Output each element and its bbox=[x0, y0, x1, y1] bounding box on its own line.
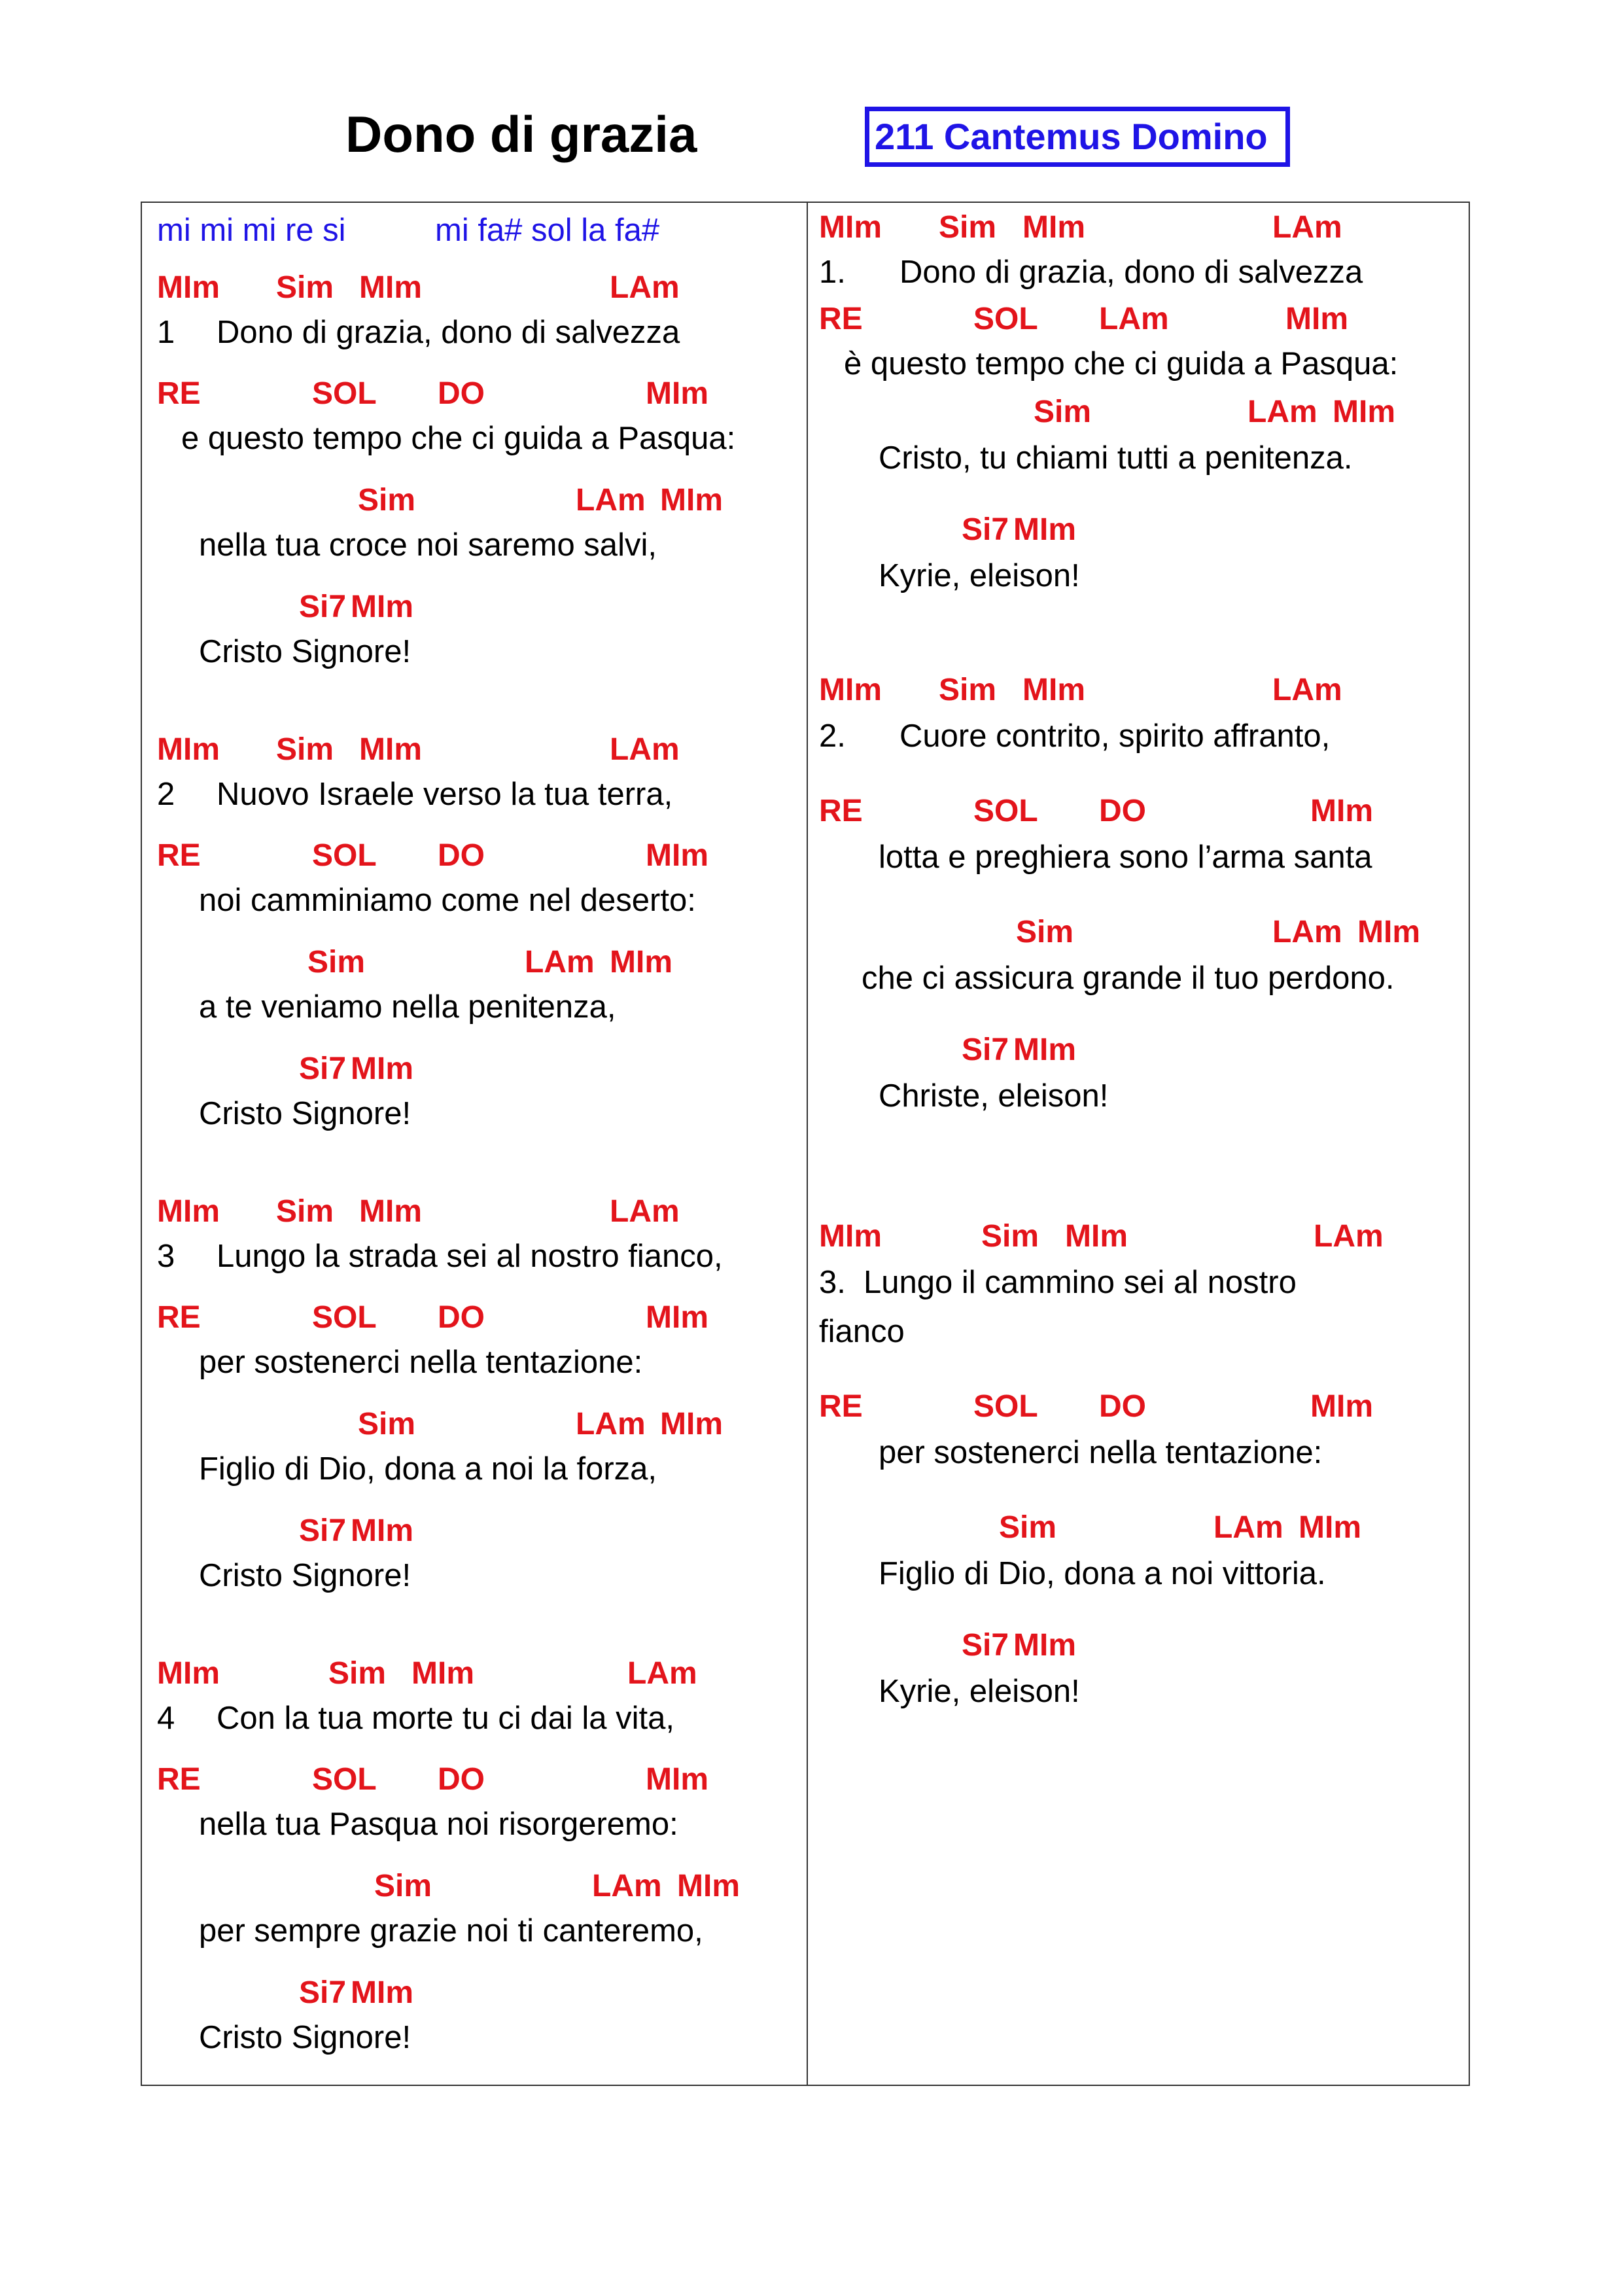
verse-number: 1. bbox=[819, 255, 846, 290]
chord: Si7 bbox=[962, 512, 1009, 547]
song-number-badge: 211 Cantemus Domino bbox=[865, 107, 1290, 167]
chord: MIm bbox=[1310, 794, 1373, 828]
chord: MIm bbox=[819, 210, 882, 245]
chord: Sim bbox=[276, 732, 334, 767]
chord: MIm bbox=[157, 732, 220, 767]
chord: DO bbox=[438, 1762, 485, 1797]
lyric-line: lotta e preghiera sono l’arma santa bbox=[879, 839, 1372, 875]
lyric-line: Cristo Signore! bbox=[199, 1558, 411, 1593]
lyric-line: Nuovo Israele verso la tua terra, bbox=[217, 777, 673, 812]
chord: Sim bbox=[374, 1869, 432, 1903]
chord: MIm bbox=[1310, 1389, 1373, 1424]
verse-number: 2. bbox=[819, 718, 846, 754]
verse-number: 4 bbox=[157, 1701, 175, 1736]
chord: LAm bbox=[576, 483, 646, 518]
chord: Sim bbox=[358, 1407, 416, 1441]
chord: MIm bbox=[351, 590, 413, 624]
chord: MIm bbox=[1022, 673, 1085, 707]
chord: Sim bbox=[358, 483, 416, 518]
verse-number: 1 bbox=[157, 315, 175, 350]
chord: MIm bbox=[646, 1300, 708, 1335]
chord: RE bbox=[157, 838, 201, 873]
lyric-line: Dono di grazia, dono di salvezza bbox=[217, 315, 680, 350]
chord: RE bbox=[157, 1300, 201, 1335]
lyric-line: noi camminiamo come nel deserto: bbox=[199, 883, 696, 918]
lyric-line: Dono di grazia, dono di salvezza bbox=[899, 255, 1363, 290]
chord: MIm bbox=[1357, 915, 1420, 949]
chord: SOL bbox=[312, 376, 377, 411]
page-title: Dono di grazia bbox=[345, 105, 697, 163]
chord: MIm bbox=[157, 1194, 220, 1229]
chord: LAm bbox=[1272, 673, 1342, 707]
chord: MIm bbox=[646, 838, 708, 873]
chord: DO bbox=[438, 376, 485, 411]
chord: SOL bbox=[973, 794, 1038, 828]
chord: LAm bbox=[592, 1869, 662, 1903]
chord: MIm bbox=[157, 270, 220, 305]
verse-number: 3 bbox=[157, 1239, 175, 1274]
chord: Si7 bbox=[299, 1513, 347, 1548]
chord: DO bbox=[438, 1300, 485, 1335]
chord: RE bbox=[157, 376, 201, 411]
lyric-line: Cristo Signore! bbox=[199, 634, 411, 669]
chord: SOL bbox=[312, 1300, 377, 1335]
lyric-line: Figlio di Dio, dona a noi vittoria. bbox=[879, 1556, 1326, 1591]
chord: MIm bbox=[359, 270, 422, 305]
lyric-line: nella tua Pasqua noi risorgeremo: bbox=[199, 1807, 678, 1842]
lyric-line: per sostenerci nella tentazione: bbox=[199, 1345, 643, 1380]
chord: DO bbox=[438, 838, 485, 873]
chord: MIm bbox=[359, 1194, 422, 1229]
chord: MIm bbox=[1013, 512, 1076, 547]
verse-number: 3. bbox=[819, 1265, 846, 1300]
chord: RE bbox=[819, 302, 863, 336]
chord: Sim bbox=[307, 945, 366, 980]
chord: LAm bbox=[1213, 1510, 1283, 1545]
chord: MIm bbox=[411, 1656, 474, 1691]
chord: Sim bbox=[981, 1219, 1039, 1254]
chord: LAm bbox=[576, 1407, 646, 1441]
lyric-line: Kyrie, eleison! bbox=[879, 558, 1080, 593]
chord: Si7 bbox=[299, 1051, 347, 1086]
left-column bbox=[142, 203, 806, 2085]
chord: MIm bbox=[1299, 1510, 1361, 1545]
lyric-line: Christe, eleison! bbox=[879, 1078, 1109, 1114]
chord: RE bbox=[819, 1389, 863, 1424]
chord: Sim bbox=[276, 270, 334, 305]
chord: LAm bbox=[1099, 302, 1169, 336]
lyric-line: fianco bbox=[819, 1314, 905, 1349]
lyric-line: Lungo il cammino sei al nostro bbox=[864, 1265, 1297, 1300]
lyric-line: Cristo, tu chiami tutti a penitenza. bbox=[879, 440, 1353, 476]
chord: MIm bbox=[1022, 210, 1085, 245]
lyric-line: a te veniamo nella penitenza, bbox=[199, 989, 616, 1025]
chord: Sim bbox=[939, 673, 997, 707]
lyric-line: per sostenerci nella tentazione: bbox=[879, 1435, 1323, 1470]
chord: Si7 bbox=[299, 590, 347, 624]
lyric-line: Kyrie, eleison! bbox=[879, 1674, 1080, 1709]
chord: Sim bbox=[1016, 915, 1074, 949]
chord: Sim bbox=[276, 1194, 334, 1229]
chord: MIm bbox=[1285, 302, 1348, 336]
lyric-line: Con la tua morte tu ci dai la vita, bbox=[217, 1701, 674, 1736]
chord: LAm bbox=[610, 1194, 680, 1229]
chord: MIm bbox=[351, 1513, 413, 1548]
chord: LAm bbox=[1314, 1219, 1384, 1254]
chord: Si7 bbox=[962, 1033, 1009, 1067]
chord: Sim bbox=[328, 1656, 387, 1691]
chord: MIm bbox=[646, 1762, 708, 1797]
lyric-line: Lungo la strada sei al nostro fianco, bbox=[217, 1239, 723, 1274]
chord: RE bbox=[157, 1762, 201, 1797]
chord: MIm bbox=[610, 945, 672, 980]
right-column bbox=[808, 203, 1470, 2085]
chord: LAm bbox=[610, 732, 680, 767]
chord: MIm bbox=[1013, 1628, 1076, 1663]
chord: LAm bbox=[610, 270, 680, 305]
chord: MIm bbox=[660, 1407, 723, 1441]
lyric-line: è questo tempo che ci guida a Pasqua: bbox=[844, 346, 1399, 381]
lyric-line: e questo tempo che ci guida a Pasqua: bbox=[181, 421, 736, 456]
chord: MIm bbox=[819, 1219, 882, 1254]
chord: SOL bbox=[312, 1762, 377, 1797]
chord: MIm bbox=[1013, 1033, 1076, 1067]
chord: MIm bbox=[660, 483, 723, 518]
chord: LAm bbox=[525, 945, 595, 980]
chord: MIm bbox=[1065, 1219, 1128, 1254]
chord: SOL bbox=[973, 1389, 1038, 1424]
chord: Si7 bbox=[962, 1628, 1009, 1663]
verse-number: 2 bbox=[157, 777, 175, 812]
chord: MIm bbox=[677, 1869, 740, 1903]
melody-notes-a: mi mi mi re si bbox=[157, 213, 346, 248]
chord: LAm bbox=[1272, 915, 1342, 949]
chord: DO bbox=[1099, 1389, 1146, 1424]
chord: LAm bbox=[1272, 210, 1342, 245]
chord: Si7 bbox=[299, 1975, 347, 2010]
lyric-line: Cristo Signore! bbox=[199, 1096, 411, 1131]
chord: MIm bbox=[646, 376, 708, 411]
chord: SOL bbox=[312, 838, 377, 873]
chord: MIm bbox=[351, 1051, 413, 1086]
lyric-line: Cuore contrito, spirito affranto, bbox=[899, 718, 1331, 754]
chord: LAm bbox=[627, 1656, 697, 1691]
lyric-line: per sempre grazie noi ti canteremo, bbox=[199, 1913, 703, 1949]
chord: Sim bbox=[939, 210, 997, 245]
chord: Sim bbox=[1034, 395, 1092, 429]
chord: Sim bbox=[999, 1510, 1057, 1545]
chord: SOL bbox=[973, 302, 1038, 336]
lyric-line: che ci assicura grande il tuo perdono. bbox=[862, 961, 1395, 996]
chord: RE bbox=[819, 794, 863, 828]
lyric-line: Figlio di Dio, dona a noi la forza, bbox=[199, 1451, 657, 1487]
lyric-line: Cristo Signore! bbox=[199, 2020, 411, 2055]
chord: DO bbox=[1099, 794, 1146, 828]
chord: MIm bbox=[819, 673, 882, 707]
chord: LAm bbox=[1248, 395, 1318, 429]
chord: MIm bbox=[351, 1975, 413, 2010]
lyrics-table bbox=[141, 202, 1470, 2086]
lyric-line: nella tua croce noi saremo salvi, bbox=[199, 527, 657, 563]
chord: MIm bbox=[359, 732, 422, 767]
chord: MIm bbox=[157, 1656, 220, 1691]
melody-notes-b: mi fa# sol la fa# bbox=[435, 213, 660, 248]
chord: MIm bbox=[1333, 395, 1395, 429]
